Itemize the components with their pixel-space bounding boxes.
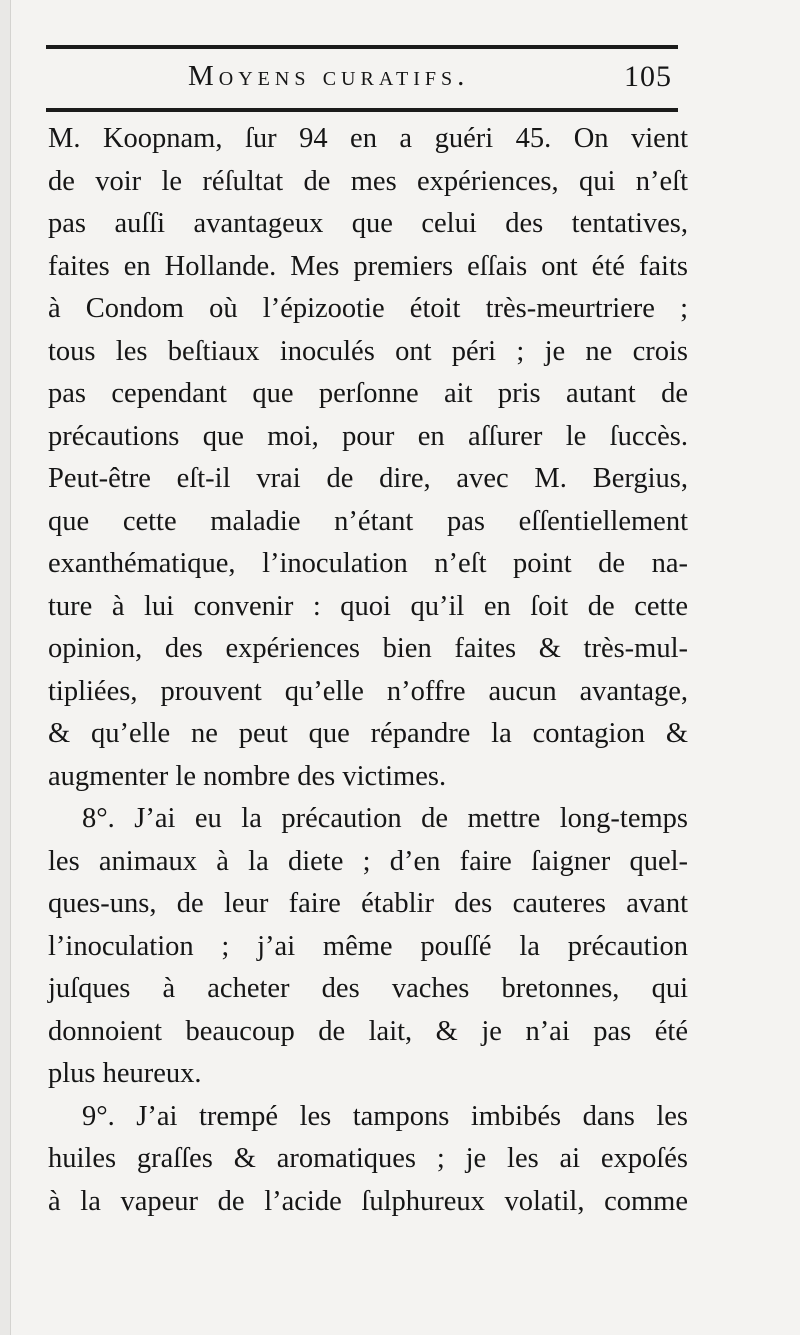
body-text [48, 118, 688, 1223]
text-line: à la vapeur de l’acide ſulphureux volatil, comme [48, 1185, 688, 1217]
text-line: à Condom où l’épizootie étoit très-meurtriere ; [48, 293, 688, 324]
text-line: pas auſſi avantageux que celui des tentatives, [48, 208, 688, 239]
text-line: l’inoculation ; j’ai même pouſſé la précaution [48, 930, 688, 962]
text-line: tipliées, prouvent qu’elle n’offre aucun avantage, [48, 675, 688, 707]
text-line: tous les beſtiaux inoculés ont péri ; je ne crois [48, 335, 688, 367]
running-header [46, 58, 678, 100]
text-line: juſques à acheter des vaches bretonnes, qui [48, 973, 688, 1004]
paragraph-9-first-line: 9°. J’ai trempé les tampons imbibés dans les [82, 1100, 688, 1132]
text-line: exanthématique, l’inoculation n’eſt point de na- [48, 548, 688, 579]
text-line: ques-uns, de leur faire établir des cauteres avant [48, 888, 688, 919]
text-line: huiles graſſes & aromatiques ; je les ai expoſés [48, 1143, 688, 1174]
header-bottom-rule [46, 108, 678, 112]
text-line: pas cependant que perſonne ait pris autant de [48, 378, 688, 409]
text-line: Peut-être eſt-il vrai de dire, avec M. Bergius, [48, 463, 688, 494]
paragraph-last-line: plus heureux. [48, 1058, 202, 1089]
text-line: ture à lui convenir : quoi qu’il en ſoit de cette [48, 590, 688, 622]
text-line: que cette maladie n’étant pas eſſentiellement [48, 505, 688, 537]
paragraph-last-line: augmenter le nombre des victimes. [48, 760, 447, 792]
running-title: Moyens curatifs. [188, 60, 470, 92]
text-line: de voir le réſultat de mes expériences, qui n’eſt [48, 165, 688, 197]
text-line: faites en Hollande. Mes premiers eſſais ont été faits [48, 250, 688, 282]
text-line: & qu’elle ne peut que répandre la contagion & [48, 718, 688, 749]
text-line: M. Koopnam, ſur 94 en a guéri 45. On vient [48, 123, 688, 154]
paragraph-8-first-line: 8°. J’ai eu la précaution de mettre long-temps [82, 803, 688, 834]
page-number: 105 [624, 60, 672, 93]
header-top-rule [46, 45, 678, 49]
text-line: opinion, des expériences bien faites & très-mul- [48, 633, 688, 664]
text-line: précautions que moi, pour en aſſurer le ſuccès. [48, 420, 688, 452]
text-line: les animaux à la diete ; d’en faire ſaigner quel- [48, 845, 688, 877]
text-line: donnoient beaucoup de lait, & je n’ai pas été [48, 1015, 688, 1047]
